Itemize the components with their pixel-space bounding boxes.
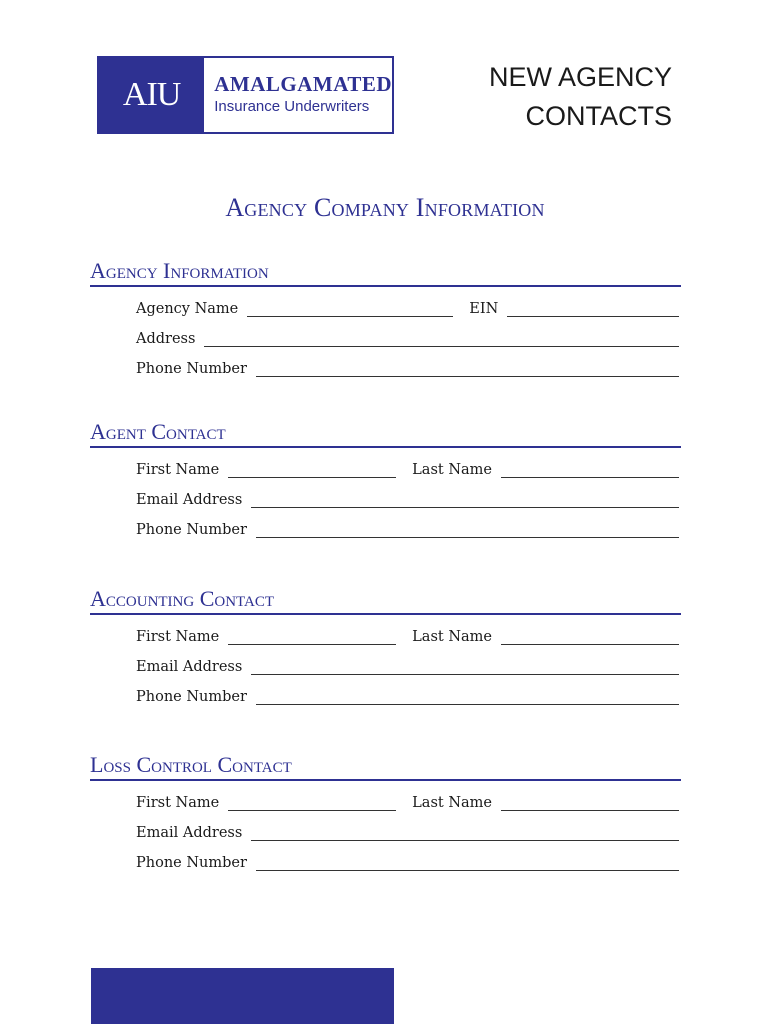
logo-company-subtitle: Insurance Underwriters xyxy=(214,98,370,115)
form-row xyxy=(136,675,679,705)
section-title: Agency Information xyxy=(90,258,681,287)
page-title: Agency Company Information xyxy=(225,193,545,222)
ein-label: EIN xyxy=(469,301,499,318)
document-title-line1: NEW AGENCY xyxy=(488,62,672,92)
first-name-label: First Name xyxy=(136,795,220,812)
section-loss-control-contact xyxy=(90,752,681,871)
form-row xyxy=(136,287,679,317)
phone-label: Phone Number xyxy=(136,689,247,706)
document-title xyxy=(412,58,672,136)
agency-name-field[interactable] xyxy=(247,299,453,317)
first-name-field[interactable] xyxy=(228,627,396,645)
form-row xyxy=(136,478,679,508)
form-row xyxy=(136,347,679,377)
section-title: Loss Control Contact xyxy=(90,752,681,781)
form-row xyxy=(136,448,679,478)
phone-label: Phone Number xyxy=(136,855,247,872)
first-name-label: First Name xyxy=(136,462,220,479)
phone-field[interactable] xyxy=(256,853,679,871)
phone-field[interactable] xyxy=(256,359,679,377)
phone-field[interactable] xyxy=(256,520,679,538)
section-title: Accounting Contact xyxy=(90,586,681,615)
phone-field[interactable] xyxy=(256,687,679,705)
logo-company-name: AMALGAMATED xyxy=(214,72,392,96)
phone-label: Phone Number xyxy=(136,361,247,378)
footer-bar xyxy=(91,968,394,1024)
first-name-field[interactable] xyxy=(228,460,396,478)
address-label: Address xyxy=(136,331,196,348)
address-field[interactable] xyxy=(204,329,679,347)
email-label: Email Address xyxy=(136,659,243,676)
last-name-label: Last Name xyxy=(412,795,492,812)
form-row xyxy=(136,508,679,538)
email-label: Email Address xyxy=(136,492,243,509)
form-row xyxy=(136,317,679,347)
section-agency-information xyxy=(90,258,681,377)
form-row xyxy=(136,615,679,645)
last-name-label: Last Name xyxy=(412,629,492,646)
section-agent-contact xyxy=(90,419,681,538)
section-accounting-contact xyxy=(90,586,681,705)
phone-label: Phone Number xyxy=(136,522,247,539)
last-name-label: Last Name xyxy=(412,462,492,479)
last-name-field[interactable] xyxy=(501,627,679,645)
last-name-field[interactable] xyxy=(501,793,679,811)
ein-field[interactable] xyxy=(507,299,679,317)
form-row xyxy=(136,841,679,871)
email-field[interactable] xyxy=(251,823,679,841)
email-label: Email Address xyxy=(136,825,243,842)
logo-mark: AIU xyxy=(99,58,204,132)
email-field[interactable] xyxy=(251,490,679,508)
document-title-line2: CONTACTS xyxy=(525,101,672,132)
agency-name-label: Agency Name xyxy=(136,301,239,318)
first-name-field[interactable] xyxy=(228,793,396,811)
form-row xyxy=(136,645,679,675)
logo-text xyxy=(204,58,392,132)
form-row xyxy=(136,781,679,811)
email-field[interactable] xyxy=(251,657,679,675)
form-row xyxy=(136,811,679,841)
company-logo xyxy=(97,56,394,134)
last-name-field[interactable] xyxy=(501,460,679,478)
first-name-label: First Name xyxy=(136,629,220,646)
section-title: Agent Contact xyxy=(90,419,681,448)
